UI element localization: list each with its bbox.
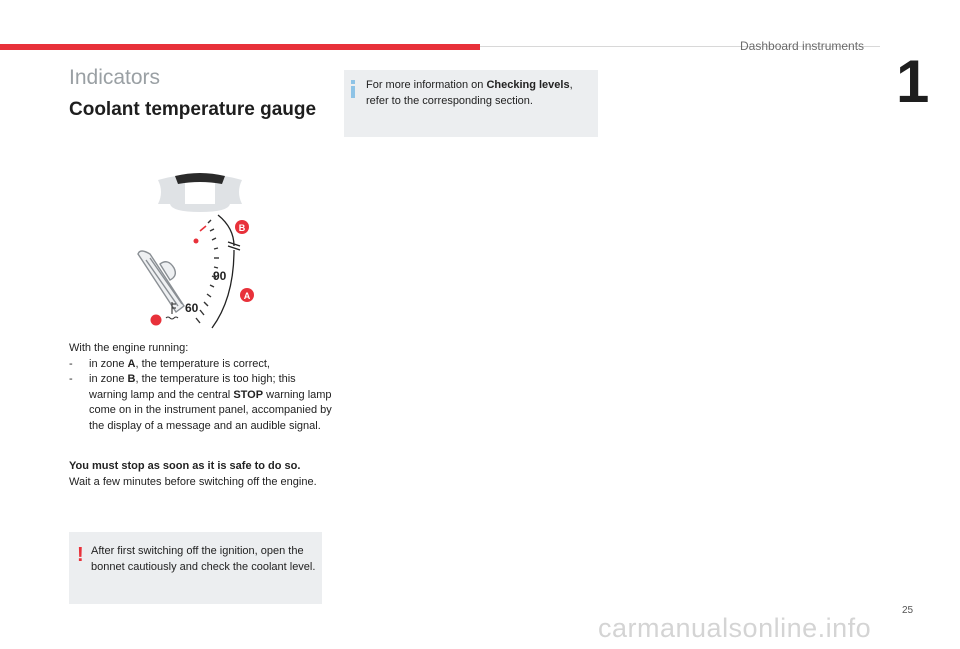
section-title: Indicators xyxy=(69,66,161,89)
info-text: For more information on Checking levels, refer to the corresponding section. xyxy=(366,79,573,107)
engine-running-text xyxy=(69,341,334,434)
list-item: - in zone A, the temperature is correct, xyxy=(69,357,270,370)
coolant-gauge-illustration xyxy=(130,168,270,336)
gauge-red-tick xyxy=(200,226,206,231)
svg-text:B: B xyxy=(238,223,246,233)
zone-list xyxy=(69,357,334,435)
page-number: 25 xyxy=(902,605,914,616)
watermark: carmanualsonline.info xyxy=(598,613,872,643)
scale-label-90: 90 xyxy=(213,269,227,283)
warning-lamp-dot xyxy=(151,315,162,326)
info-icon xyxy=(346,78,360,100)
gauge-red-dot xyxy=(194,239,199,244)
zone-b-label xyxy=(235,220,249,234)
dashboard-icon xyxy=(158,173,242,212)
chapter-title: Dashboard instruments xyxy=(740,39,865,53)
intro-line: With the engine running: xyxy=(69,342,189,354)
chapter-number: 1 xyxy=(896,48,930,115)
stop-instruction xyxy=(69,459,334,490)
stop-bold-line: You must stop as soon as it is safe to do so. xyxy=(69,460,301,472)
info-box xyxy=(344,70,598,137)
header-red-bar xyxy=(0,44,480,50)
svg-text:A: A xyxy=(243,291,251,301)
warning-text: After first switching off the ignition, open the bonnet cautiously and check the coolant level. xyxy=(91,545,316,573)
scale-label-60: 60 xyxy=(185,301,199,315)
warning-box xyxy=(69,532,322,604)
zone-a-label xyxy=(240,288,254,302)
warning-exclamation-icon: ! xyxy=(77,544,84,566)
stop-rest-line: Wait a few minutes before switching off the engine. xyxy=(69,475,317,488)
list-item: - in zone B, the temperature is too high; this warning lamp and the central STOP warning lamp come on in the instrument panel, accompanied by the display of a message and an audible signal. xyxy=(69,373,332,432)
thermometer-hand-icon xyxy=(138,251,184,312)
section-subtitle: Coolant temperature gauge xyxy=(69,99,317,120)
